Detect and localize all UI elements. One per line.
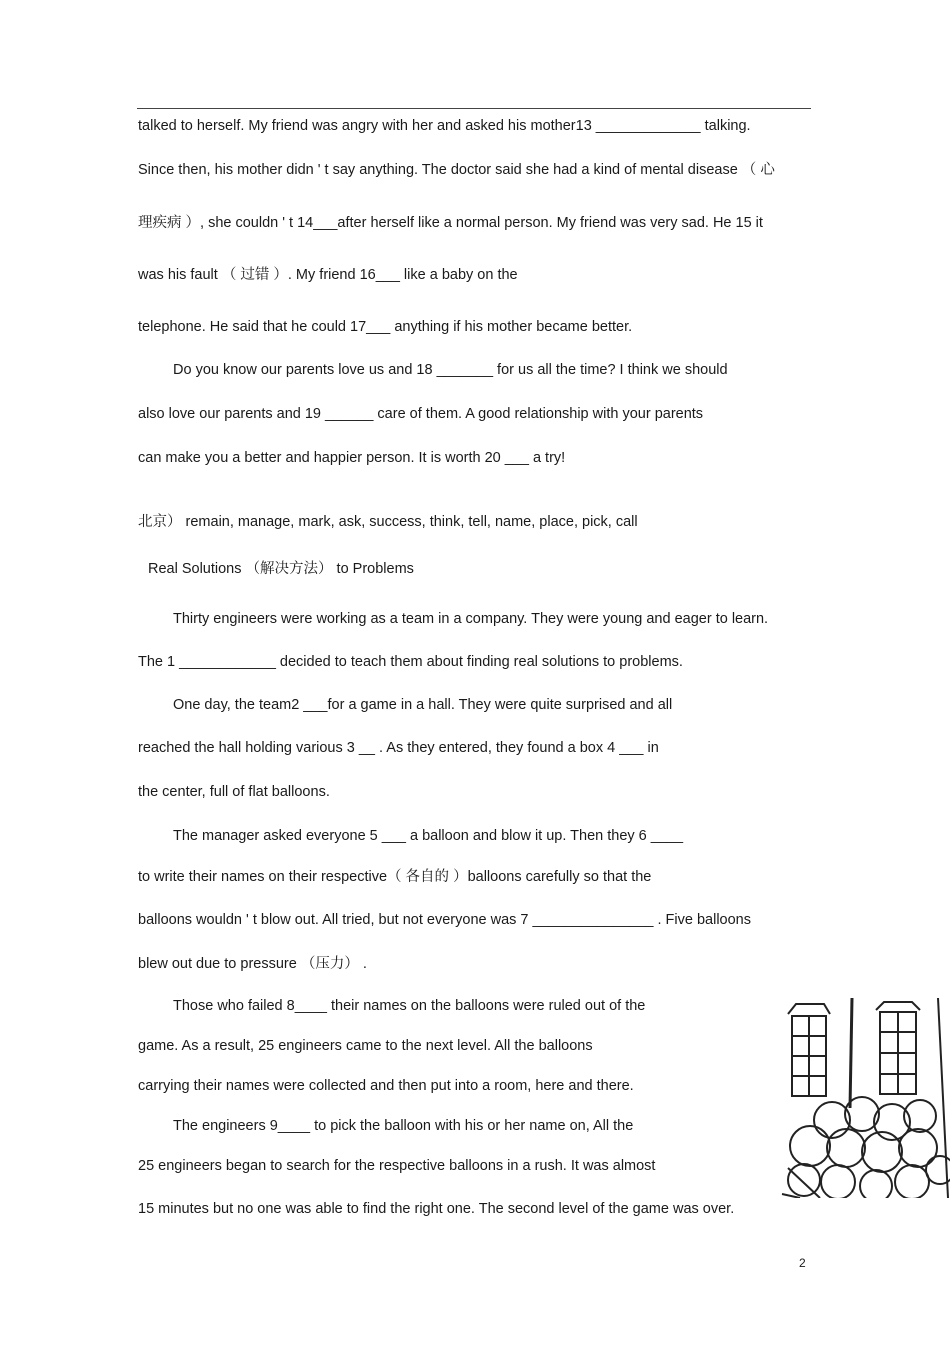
text-line: also love our parents and 19 ______ care of them. A good relationship with your parents: [138, 406, 704, 422]
text-line: The manager asked everyone 5 ___ a balloon and blow it up. Then they 6 ____: [173, 828, 684, 844]
passage-title: Real Solutions （解决方法） to Problems: [148, 561, 414, 577]
text-line: game. As a result, 25 engineers came to the next level. All the balloons: [138, 1038, 593, 1054]
balloons-room-sketch-icon: [780, 998, 950, 1198]
text-line: The engineers 9____ to pick the balloon with his or her name on, All the: [173, 1118, 634, 1134]
text-line: to write their names on their respective（ 各自的 ）balloons carefully so that the: [138, 869, 652, 885]
text-line: 25 engineers began to search for the respective balloons in a rush. It was almost: [138, 1158, 656, 1174]
text-line: 理疾病 ）, she couldn ' t 14___after herself like a normal person. My friend was very sad. He 15 it: [138, 215, 763, 231]
text-line: was his fault （ 过错 ）. My friend 16___ like a baby on the: [138, 267, 518, 283]
text-line: reached the hall holding various 3 __ . As they entered, they found a box 4 ___ in: [138, 740, 659, 756]
text-line: Do you know our parents love us and 18 _______ for us all the time? I think we should: [173, 362, 728, 378]
text-line: Those who failed 8____ their names on the balloons were ruled out of the: [173, 998, 646, 1014]
text-line: The 1 ____________ decided to teach them about finding real solutions to problems.: [138, 654, 683, 670]
text-line: One day, the team2 ___for a game in a hall. They were quite surprised and all: [173, 697, 673, 713]
text-line: the center, full of flat balloons.: [138, 784, 330, 800]
page-number: 2: [799, 1256, 806, 1270]
text-line: 15 minutes but no one was able to find the right one. The second level of the game was over.: [138, 1201, 735, 1217]
text-line: telephone. He said that he could 17___ anything if his mother became better.: [138, 319, 633, 335]
text-line: carrying their names were collected and then put into a room, here and there.: [138, 1078, 634, 1094]
text-line: can make you a better and happier person. It is worth 20 ___ a try!: [138, 450, 566, 466]
text-line: Since then, his mother didn ' t say anything. The doctor said she had a kind of mental disease （ 心: [138, 162, 775, 178]
header-rule: [137, 108, 811, 109]
text-line: Thirty engineers were working as a team in a company. They were young and eager to learn.: [173, 611, 769, 627]
text-line: balloons wouldn ' t blow out. All tried, but not everyone was 7 _______________ . Five balloons: [138, 912, 751, 928]
text-line: talked to herself. My friend was angry with her and asked his mother13 _____________ talking.: [138, 118, 751, 134]
text-line: blew out due to pressure （压力） .: [138, 956, 367, 972]
word-bank: 北京） remain, manage, mark, ask, success, think, tell, name, place, pick, call: [138, 514, 638, 530]
